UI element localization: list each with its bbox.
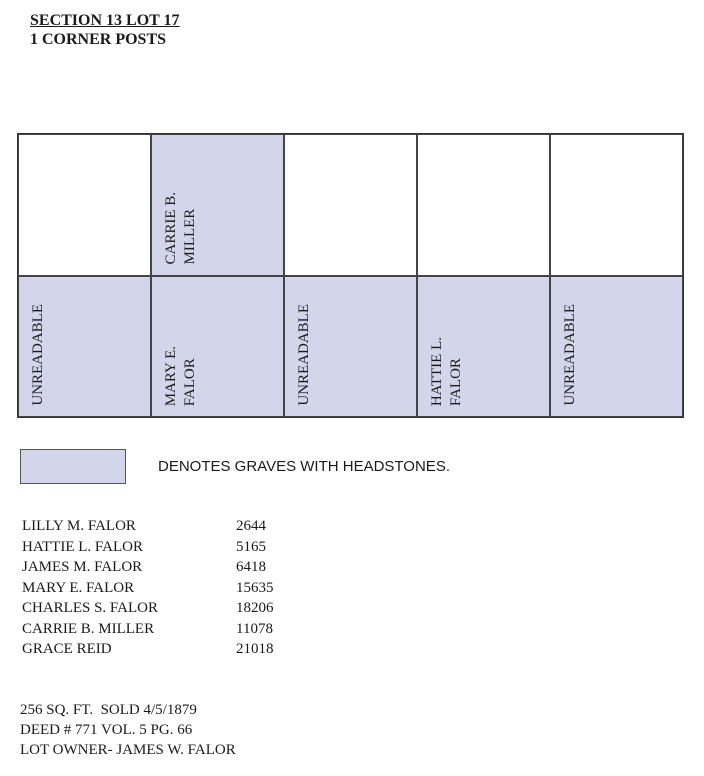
burial-row xyxy=(22,619,296,640)
burial-name: JAMES M. FALOR xyxy=(22,559,143,575)
grave-plot-cell xyxy=(18,276,151,418)
grave-label: HATTIE L. FALOR xyxy=(429,336,464,406)
burial-number: 18206 xyxy=(236,600,274,616)
burial-name: GRACE REID xyxy=(22,641,112,657)
burial-name: CHARLES S. FALOR xyxy=(22,600,158,616)
burial-number: 15635 xyxy=(236,579,274,596)
burial-row xyxy=(22,578,296,599)
grave-plot-cell xyxy=(417,134,550,276)
legend xyxy=(20,449,450,484)
document-header xyxy=(30,11,180,49)
lot-owner: LOT OWNER- JAMES W. FALOR xyxy=(20,742,236,758)
burial-row xyxy=(22,639,296,660)
burial-name: LILLY M. FALOR xyxy=(22,518,136,534)
burial-number: 5165 xyxy=(236,538,266,555)
grave-label: UNREADABLE xyxy=(30,304,46,406)
grave-plot-cell xyxy=(284,276,417,418)
burial-number: 2644 xyxy=(236,518,266,534)
burial-name: HATTIE L. FALOR xyxy=(22,538,143,555)
section-lot-title: SECTION 13 LOT 17 xyxy=(30,12,180,29)
burial-number: 6418 xyxy=(236,559,266,575)
grave-label: MARY E. FALOR xyxy=(163,345,198,406)
burial-list xyxy=(22,516,296,660)
legend-swatch xyxy=(20,449,126,484)
grave-plot-cell xyxy=(550,134,683,276)
grave-plot-cell xyxy=(550,276,683,418)
deed-reference: DEED # 771 VOL. 5 PG. 66 xyxy=(20,722,193,738)
grave-label: UNREADABLE xyxy=(296,304,312,406)
legend-text: DENOTES GRAVES WITH HEADSTONES. xyxy=(158,458,450,475)
burial-row xyxy=(22,537,296,558)
burial-row xyxy=(22,557,296,578)
burial-name: CARRIE B. MILLER xyxy=(22,620,155,637)
grave-plot-cell xyxy=(151,276,284,418)
burial-number: 11078 xyxy=(236,620,273,637)
lot-size-sold: 256 SQ. FT. SOLD 4/5/1879 xyxy=(20,702,197,718)
corner-posts-note: 1 CORNER POSTS xyxy=(30,31,167,48)
burial-row xyxy=(22,598,296,619)
lot-details xyxy=(20,700,236,760)
grave-plot-cell xyxy=(417,276,550,418)
burial-row xyxy=(22,516,296,537)
grave-plot-cell xyxy=(18,134,151,276)
grave-label: CARRIE B. MILLER xyxy=(163,191,198,265)
grave-label: UNREADABLE xyxy=(562,304,578,406)
burial-name: MARY E. FALOR xyxy=(22,579,135,596)
grave-plot-cell xyxy=(284,134,417,276)
lot-plot-grid xyxy=(17,133,684,418)
burial-number: 21018 xyxy=(236,641,274,657)
grave-plot-cell xyxy=(151,134,284,276)
